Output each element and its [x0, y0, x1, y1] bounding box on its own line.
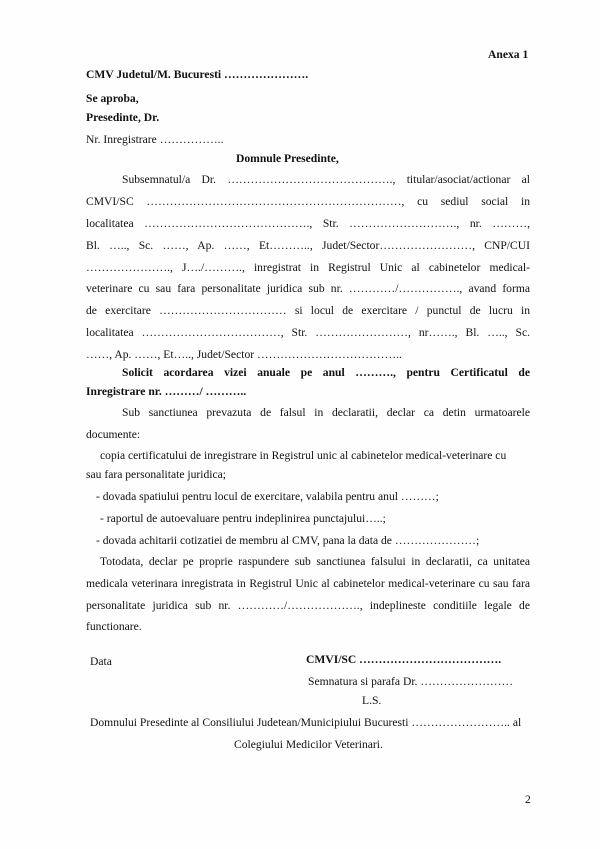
cmvi-signature-line: CMVI/SC ………………………………. [306, 653, 502, 666]
document-item-2: - dovada spatiului pentru locul de exercitare, valabila pentru anul ………; [96, 490, 439, 503]
page-number: 2 [525, 793, 531, 806]
header-registration-no: Nr. Inregistrare …………….. [86, 133, 224, 146]
closing-line-4: functionare. [86, 620, 142, 633]
header-approval: Se aproba, [86, 92, 139, 105]
declaration-line-1: Sub sanctiunea prevazuta de falsul in declaratii, declar ca detin urmatoarele [122, 406, 530, 419]
body-line-7: de exercitare …………………………… si locul de exercitare / punctul de lucru in [86, 304, 530, 317]
closing-line-3: personalitate juridica sub nr. …………/………………., indeplineste conditiile legale de [86, 599, 530, 612]
body-line-3: localitatea ……………………………………., Str. ………………………., nr. ………, [86, 217, 530, 230]
declaration-line-2: documente: [86, 428, 141, 441]
salutation: Domnule Presedinte, [236, 152, 339, 165]
document-item-1a: copia certificatului de inregistrare in Registrul unic al cabinetelor medical-veterinare cu [100, 449, 507, 462]
body-line-2: CMVI/SC …………………………………………………………, cu sediul social in [86, 195, 530, 208]
date-label: Data [90, 655, 112, 668]
footer-line-2: Colegiului Medicilor Veterinari. [234, 738, 383, 751]
header-president: Presedinte, Dr. [86, 111, 160, 124]
document-item-1b: sau fara personalitate juridica; [86, 468, 227, 481]
body-line-9: ……, Ap. ……, Et….., Judet/Sector ……………………………….. [86, 348, 402, 361]
header-cmv: CMV Judetul/M. Bucuresti …………………. [86, 68, 309, 81]
closing-line-1: Totodata, declar pe proprie raspundere sub sanctiunea falsului in declaratii, ca unitatea [100, 555, 530, 568]
closing-line-2: medicala veterinara inregistrata in Registrul Unic al cabinetelor medical-veterinare cu sau fara [86, 577, 530, 590]
request-line-2: Inregistrare nr. ………/ ……….. [86, 385, 247, 398]
body-line-1: Subsemnatul/a Dr. ……………………………………., titular/asociat/actionar al [122, 173, 530, 186]
document-item-4: - dovada achitarii cotizatiei de membru al CMV, pana la data de …………………; [96, 534, 480, 547]
signature-stamp-line: Semnatura si parafa Dr. …………………… [308, 675, 514, 688]
document-item-3: - raportul de autoevaluare pentru indeplinirea punctajului…..; [100, 512, 386, 525]
ls-label: L.S. [362, 694, 382, 707]
body-line-4: Bl. ….., Sc. ……, Ap. ……, Et……….., Judet/Sector……………………, CNP/CUI [86, 239, 530, 252]
body-line-6: veterinare cu sau fara personalitate juridica sub nr. …………/……………., avand forma [86, 282, 530, 295]
annex-label: Anexa 1 [488, 48, 529, 61]
request-line-1: Solicit acordarea vizei anuale pe anul ………., pentru Certificatul de [122, 366, 530, 379]
body-line-8: localitatea ………………………………, Str. ……………………, nr……., Bl. ….., Sc. [86, 326, 530, 339]
body-line-5: …………………., J…./………., inregistrat in Registrul Unic al cabinetelor medical- [86, 261, 530, 274]
footer-line-1: Domnului Presedinte al Consiliului Judetean/Municipiului Bucuresti …………………….. al [90, 716, 522, 729]
